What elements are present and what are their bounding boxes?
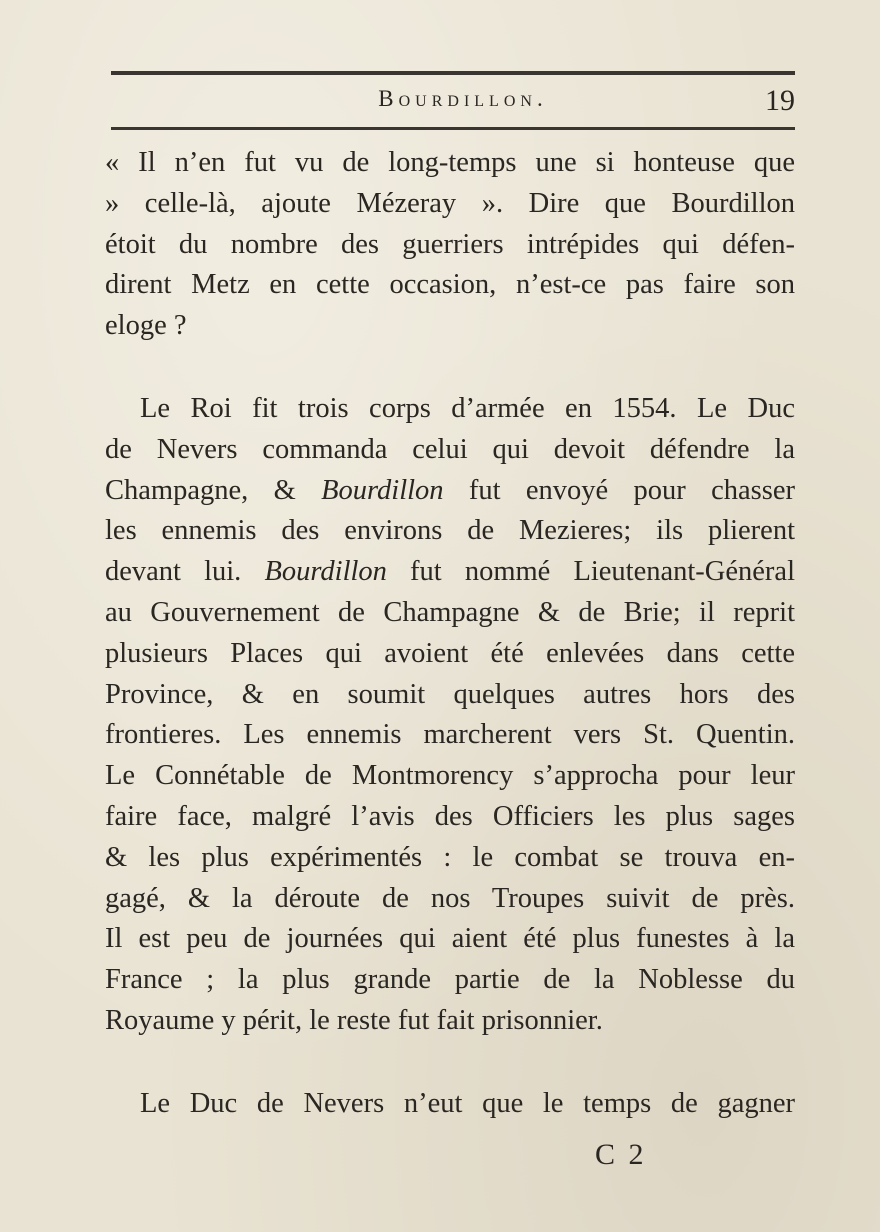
text-line [105, 715, 795, 756]
text-line [105, 797, 795, 838]
text-line: » celle-là, ajoute Mézeray ». Dire que Bourdillon [105, 187, 795, 219]
text-line [105, 430, 795, 471]
running-head [111, 84, 795, 120]
text-run: au Gouvernement de Champagne & de Brie; il reprit [105, 596, 795, 628]
header-rule-top [111, 71, 795, 75]
text-line: étoit du nombre des guerriers intrépides qui défen- [105, 228, 795, 260]
text-run: Champagne, & [105, 474, 322, 506]
text-line [105, 552, 795, 593]
italic-name: Bourdillon [264, 556, 387, 588]
text-run: gagé, & la déroute de nos Troupes suivit de près. [105, 882, 795, 914]
running-title: Bourdillon. [378, 86, 548, 111]
text-line: dirent Metz en cette occasion, n’est-ce pas faire son [105, 269, 795, 301]
text-line [105, 675, 795, 716]
text-run: devant lui. [105, 556, 265, 588]
text-line [105, 960, 795, 1001]
text-line [105, 471, 795, 512]
text-run: plusieurs Places qui avoient été enlevées dans cette [105, 637, 795, 669]
text-line [105, 634, 795, 675]
text-line: Le Duc de Nevers n’eut que le temps de gagner [140, 1087, 795, 1119]
text-line [105, 838, 795, 879]
text-line [105, 389, 795, 430]
text-line [105, 756, 795, 797]
text-line: « Il n’en fut vu de long-temps une si honteuse que [105, 147, 795, 178]
text-line: eloge ? [105, 310, 187, 342]
text-run: de Nevers commanda celui qui devoit défendre la [105, 433, 795, 465]
text-line [105, 1001, 795, 1042]
text-run: Le Connétable de Montmorency s’approcha pour leur [105, 760, 795, 792]
text-line [105, 879, 795, 920]
text-run: France ; la plus grande partie de la Noblesse du [105, 964, 795, 996]
signature-mark: C 2 [595, 1138, 647, 1171]
text-line [105, 593, 795, 634]
text-run: fut envoyé pour chasser [443, 474, 795, 506]
text-run: Le Roi fit trois corps d’armée en 1554. Le Duc [140, 392, 795, 424]
text-run: fut nommé Lieutenant-Général [386, 556, 795, 588]
header-rule-bottom [111, 127, 795, 130]
page-number: 19 [765, 84, 795, 117]
text-run: Province, & en soumit quelques autres hors des [105, 678, 795, 710]
body-text [105, 143, 795, 1125]
italic-name: Bourdillon [321, 474, 444, 506]
text-run: Royaume y périt, le reste fut fait prisonnier. [105, 1004, 603, 1036]
text-run: frontieres. Les ennemis marcherent vers St. Quentin. [105, 719, 795, 751]
text-run: Il est peu de journées qui aient été plus funestes à la [105, 923, 795, 955]
text-run: les ennemis des environs de Mezieres; ils plierent [105, 515, 795, 547]
text-line [105, 919, 795, 960]
text-line [105, 511, 795, 552]
text-run: & les plus expérimentés : le combat se trouva en- [105, 841, 795, 873]
text-run: faire face, malgré l’avis des Officiers les plus sages [105, 800, 795, 832]
